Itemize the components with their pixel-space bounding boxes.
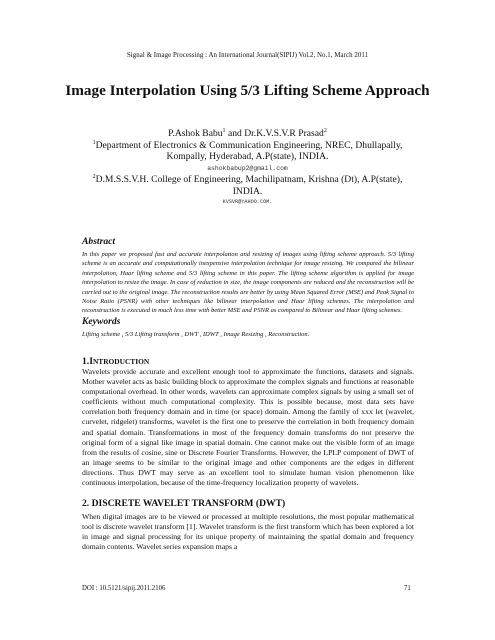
abstract-heading: Abstract [82, 236, 116, 247]
author-1-sup: 1 [222, 128, 226, 134]
section-1-number: 1. [82, 356, 90, 367]
author-2-sup: 2 [323, 128, 327, 134]
affiliation-1 [0, 140, 495, 152]
section-2-text: When digital images are to be viewed or processed at multiple resolutions, the most popular mathematical tool is discrete wavelet transform [1]. Wavelet transform is the first transform which has been explored a lot in image and signal processing for its unique property of maintaining the spatial domain and frequency domain contents. Wavelet series expansion maps a [82, 512, 414, 552]
journal-header: Signal & Image Processing : An International Journal(SIPIJ) Vol.2, No.1, March 2011 [126, 52, 369, 59]
author-1: P.Ashok Babu [168, 128, 223, 139]
page-number: 71 [404, 585, 411, 592]
affiliation-1-line-1: Department of Electronics & Communication Engineering, NREC, Dhullapally, [95, 139, 403, 151]
affiliation-2-line-1: D.M.S.S.V.H. College of Engineering, Machilipatnam, Krishna (Dt), A.P(state), [95, 174, 403, 185]
author-and: and [225, 128, 245, 139]
section-1-title-rest: NTRODUCTION [92, 357, 150, 366]
author-1-email[interactable]: ashokbabup2@gmail.com [207, 164, 288, 172]
affiliation-2 [0, 174, 495, 186]
keywords-heading: Keywords [82, 316, 121, 327]
abstract-text: In this paper we proposed fast and accurate interpolation and resizing of images using lifting scheme approach. 5/3 lifting scheme is an accurate and computationally inexpensive interpolation technique for image resizing. We compared the bilinear interpolation, Haar lifting scheme and 5/3 lifting scheme in this paper. The lifting scheme algorithm is applied for image interpolation to resize the image. In case of reduction in size, the image components are reduced and the reconstruction will be carried out to the original image. The reconstruction results are better by using Mean Squared Error (MSE) and Peak Signal to Noise Ratio (PSNR) with other techniques like bilinear interpolation and Haar lifting schemes. The interpolation and reconstruction is executed in much less time with better MSE and PSNR as compared to Bilinear and Haar lifting schemes. [82, 251, 414, 315]
paper-title: Image Interpolation Using 5/3 Lifting Scheme Approach [65, 82, 430, 99]
author-line [0, 128, 495, 140]
section-1-initial: I [89, 356, 93, 367]
affiliation-2-line-2: INDIA. [232, 185, 263, 197]
affiliation-1-line-2: Kompally, Hyderabad, A.P(state), INDIA. [166, 151, 329, 162]
keywords-text: Lifting scheme , 5/3 Lifting transform , DWT , IDWT , Image Resizing , Reconstruction. [82, 331, 310, 338]
section-1-text: Wavelets provide accurate and excellent enough tool to approximate the functions, datasets and signals. Mother wavelet acts as basic building block to approximate the complex signals and functions at reasonable computational overhead. In other words, wavelets can approximate complex signals by using a small set of coefficients without much computational complexity. This is possible because, most data sets have correlation both frequency domain and in time (or space) domain. Among the family of xxx let (wavelet, curvelet, ridgelet) transforms, wavelet is the first one to preserve the correlation in both frequency domain and spatial domain. Transformations in most of the frequency domain transforms do not preserve the original form of a signal like image in spatial domain. One cannot make out the visible form of an image from the results of cosine, sine or Discrete Fourier Transforms. However, the LPLP component of DWT of an image seems to be similar to the original image and other components are the edges in different directions. Thus DWT may serve as an excellent tool to simulate human vision phenomenon like continuous interpolation, because of the time-frequency localization property of wavelets. [82, 367, 414, 488]
author-2-email[interactable]: KVSVR@YAHOO.COM. [222, 199, 273, 205]
doi-footer: DOI : 10.5121/sipij.2011.2106 [82, 585, 166, 592]
affiliation-2-sup: 2 [92, 174, 96, 180]
section-1-heading [82, 356, 149, 367]
affiliation-1-sup: 1 [92, 139, 96, 146]
author-2: Dr.K.V.S.V.R Prasad [244, 128, 324, 139]
section-2-heading: 2. DISCRETE WAVELET TRANSFORM (DWT) [82, 498, 286, 509]
author-block [0, 128, 495, 209]
